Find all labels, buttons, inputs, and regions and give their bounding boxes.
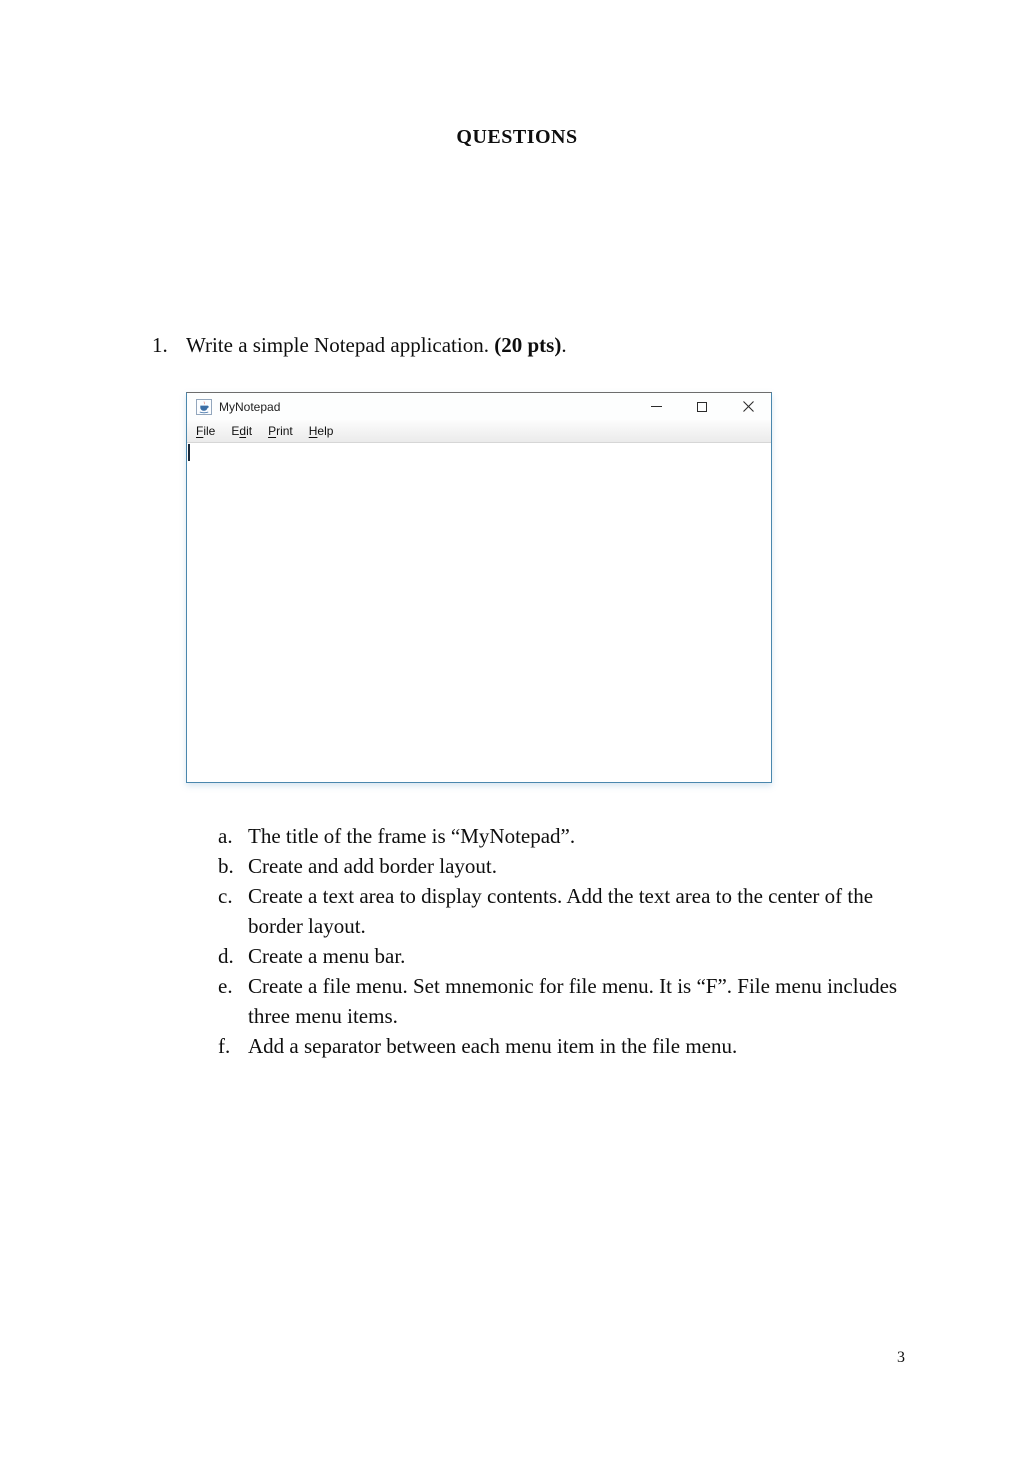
list-item: e. Create a file menu. Set mnemonic for file menu. It is “F”. File menu includes three menu items. <box>218 974 898 1028</box>
mynotepad-window <box>186 392 772 783</box>
text-area[interactable] <box>187 443 771 782</box>
window-controls <box>633 393 771 420</box>
window-title: MyNotepad <box>219 399 281 414</box>
list-item: b. Create and add border layout. <box>218 854 497 878</box>
maximize-icon <box>697 402 707 412</box>
menu-help[interactable]: H elp <box>308 424 334 438</box>
menu-print[interactable]: P rint <box>268 424 293 438</box>
menu-edit[interactable]: E d it <box>231 424 253 438</box>
menu-file[interactable]: F ile <box>196 424 216 438</box>
page-title: QUESTIONS <box>456 126 578 148</box>
question-text: Write a simple Notepad application. <box>186 333 495 357</box>
list-item: c. Create a text area to display contents. Add the text area to the center of the border layout. <box>218 884 874 938</box>
requirements-list <box>218 821 930 1061</box>
list-item: f. Add a separator between each menu item in the file menu. <box>218 1034 738 1058</box>
text-caret <box>188 444 190 461</box>
close-icon <box>743 401 754 412</box>
question-number: 1. <box>152 333 168 357</box>
list-item: d. Create a menu bar. <box>218 944 406 968</box>
java-coffee-cup-icon <box>196 399 212 415</box>
minimize-icon <box>651 406 662 407</box>
menubar <box>187 420 771 443</box>
minimize-button[interactable] <box>633 393 679 420</box>
maximize-button[interactable] <box>679 393 725 420</box>
titlebar <box>187 393 771 420</box>
list-item: a. The title of the frame is “MyNotepad”. <box>218 824 576 848</box>
question-period: . <box>561 333 567 357</box>
question-1 <box>152 333 567 358</box>
close-button[interactable] <box>725 393 771 420</box>
question-points: (20 pts) <box>494 333 562 357</box>
page-number: 3 <box>897 1349 905 1366</box>
